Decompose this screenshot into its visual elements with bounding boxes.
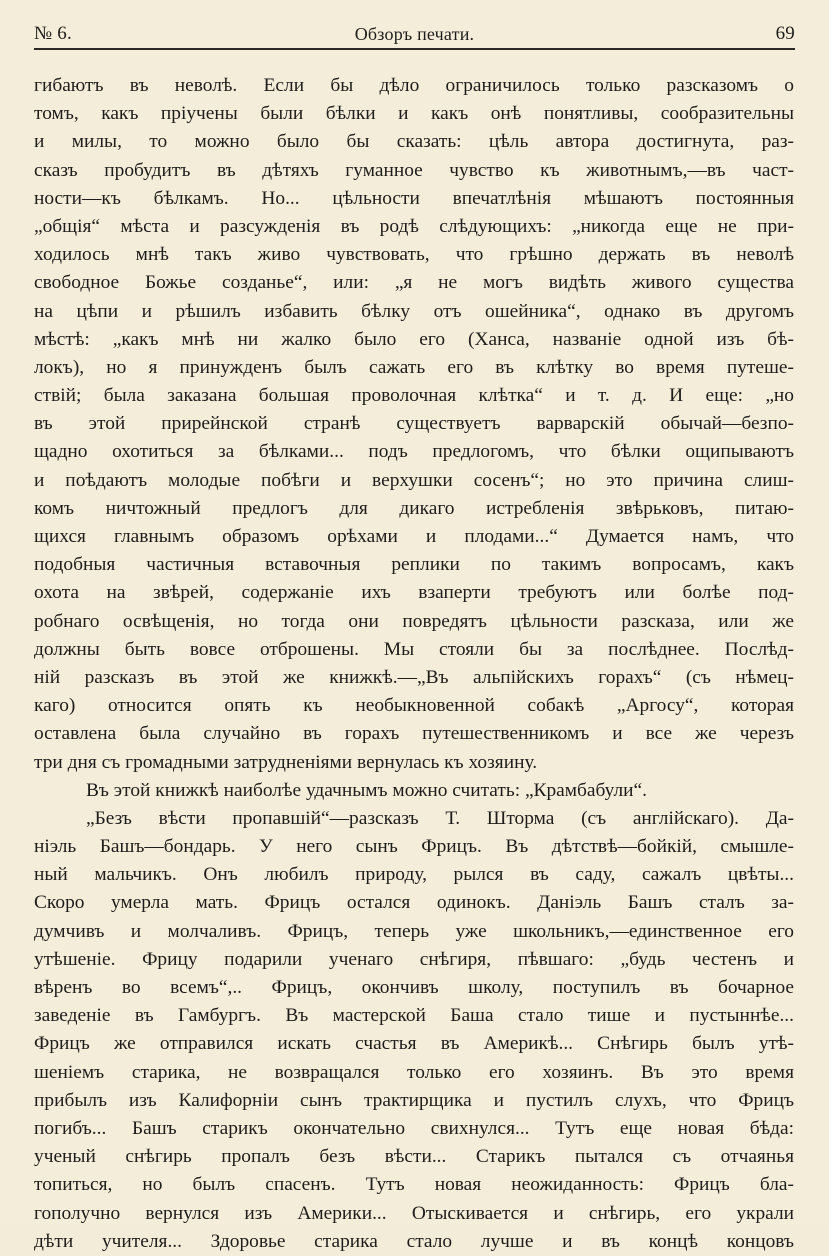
text-line: Скоро умерла мать. Фрицъ остался одинокъ. Даніэль Башъ сталъ за- bbox=[34, 892, 794, 914]
text-line: Въ этой книжкѣ наиболѣе удачнымъ можно считать: „Крамбабули“. bbox=[86, 779, 648, 801]
text-line: и милы, то можно было бы сказать: цѣль автора достигнута, раз- bbox=[34, 131, 794, 153]
text-line: ности—къ бѣлкамъ. Но... цѣльности впечатлѣнія мѣшаютъ постоянныя bbox=[34, 187, 794, 209]
text-line: ный мальчикъ. Онъ любилъ природу, рылся въ саду, сажалъ цвѣты... bbox=[34, 864, 794, 886]
text-line: подобныя частичныя вставочныя реплики по такимъ вопросамъ, какъ bbox=[34, 554, 794, 576]
text-line: „общія“ мѣста и разсужденія въ родѣ слѣдующихъ: „никогда еще не при- bbox=[34, 215, 794, 237]
text-line: локъ), но я принужденъ былъ сажать его въ клѣтку во время путеше- bbox=[34, 356, 794, 378]
text-line: заведеніе въ Гамбургъ. Въ мастерской Баша стало тише и пустыннѣе... bbox=[34, 1005, 794, 1027]
text-line: топиться, но былъ спасенъ. Тутъ новая неожиданность: Фрицъ бла- bbox=[34, 1174, 794, 1196]
text-line: гибаютъ въ неволѣ. Если бы дѣло ограничилось только разсказомъ о bbox=[34, 75, 794, 96]
body-text bbox=[34, 72, 794, 1256]
text-line: Фрицъ же отправился искать счастья въ Америкѣ... Снѣгирь былъ утѣ- bbox=[34, 1033, 794, 1055]
text-line: ученый снѣгирь пропалъ безъ вѣсти... Старикъ пытался съ отчаянья bbox=[34, 1146, 794, 1168]
text-line: гополучно вернулся изъ Америки... Отыскивается и снѣгирь, его украли bbox=[34, 1202, 794, 1224]
text-line: комъ ничтожный предлогъ для дикаго истребленія звѣрьковъ, питаю- bbox=[34, 497, 794, 519]
text-line: ній разсказъ въ этой же книжкѣ.—„Въ альпійскихъ горахъ“ (съ нѣмец- bbox=[34, 666, 794, 688]
text-line: и поѣдаютъ молодые побѣги и верхушки сосенъ“; но это причина слиш- bbox=[34, 469, 794, 491]
text-line: ходилось мнѣ такъ живо чувствовать, что грѣшно держать въ неволѣ bbox=[34, 244, 794, 266]
text-line: ніэль Башъ—бондарь. У него сынъ Фрицъ. Въ дѣтствѣ—бойкій, смышле- bbox=[34, 836, 794, 858]
page-header bbox=[34, 18, 795, 50]
text-line: три дня съ громадными затрудненіями вернулась къ хозяину. bbox=[34, 751, 538, 773]
text-line: на цѣпи и рѣшилъ избавить бѣлку отъ ошейника“, однако въ другомъ bbox=[34, 300, 794, 322]
text-line: дѣти учителя... Здоровье старика стало лучше и въ концѣ концовъ bbox=[34, 1230, 794, 1252]
text-line: должны быть вовсе отброшены. Мы стояли бы за послѣднее. Послѣд- bbox=[34, 638, 794, 660]
text-line: прибылъ изъ Калифорніи сынъ трактирщика и пустилъ слухъ, что Фрицъ bbox=[34, 1089, 794, 1111]
text-line: „Безъ вѣсти пропавшій“—разсказъ Т. Шторма (съ англійскаго). Да- bbox=[86, 807, 794, 829]
text-line: мѣстѣ: „какъ мнѣ ни жалко было его (Ханса, названіе одной изъ бѣ- bbox=[34, 328, 794, 350]
text-line: свободное Божье созданье“, или: „я не могъ видѣть живого существа bbox=[34, 272, 794, 294]
text-line: утѣшеніе. Фрицу подарили ученаго снѣгиря, пѣвшаго: „будь честенъ и bbox=[34, 948, 794, 970]
text-line: томъ, какъ пріучены были бѣлки и какъ онѣ понятливы, сообразительны bbox=[34, 103, 794, 125]
text-line: щихся главнымъ образомъ орѣхами и плодами...“ Думается намъ, что bbox=[34, 526, 794, 547]
running-title: Обзоръ печати. bbox=[354, 23, 475, 44]
text-line: погибъ... Башъ старикъ окончательно свихнулся... Тутъ еще новая бѣда: bbox=[34, 1117, 794, 1139]
text-line: каго) относится опять къ необыкновенной собакѣ „Аргосу“, которая bbox=[34, 695, 794, 717]
text-line: въ этой прирейнской странѣ существуетъ варварскій обычай—безпо- bbox=[34, 413, 794, 435]
text-line: охота на звѣрей, содержаніе ихъ взаперти требуютъ или болѣе под- bbox=[34, 582, 794, 604]
text-line: оставлена была случайно въ горахъ путешественникомъ и все же черезъ bbox=[34, 723, 794, 745]
issue-number: № 6. bbox=[34, 23, 72, 44]
text-line: сказъ пробудитъ въ дѣтяхъ гуманное чувство къ животнымъ,—въ част- bbox=[34, 159, 794, 181]
text-line: ствій; была заказана большая проволочная клѣтка“ и т. д. И еще: „но bbox=[34, 385, 794, 407]
page-number: 69 bbox=[775, 23, 795, 44]
text-line: шеніемъ старика, не возвращался только его хозяинъ. Въ это время bbox=[34, 1061, 794, 1083]
header-rule bbox=[34, 48, 795, 50]
text-line: думчивъ и молчаливъ. Фрицъ, теперь уже школьникъ,—единственное его bbox=[34, 920, 794, 942]
text-line: щадно охотиться за бѣлками... подъ предлогомъ, что бѣлки ощипываютъ bbox=[34, 441, 794, 463]
text-line: робнаго освѣщенія, но тогда они повредятъ цѣльности разсказа, или же bbox=[34, 610, 794, 632]
text-line: вѣренъ во всемъ“,.. Фрицъ, окончивъ школу, поступилъ въ бочарное bbox=[34, 977, 794, 998]
